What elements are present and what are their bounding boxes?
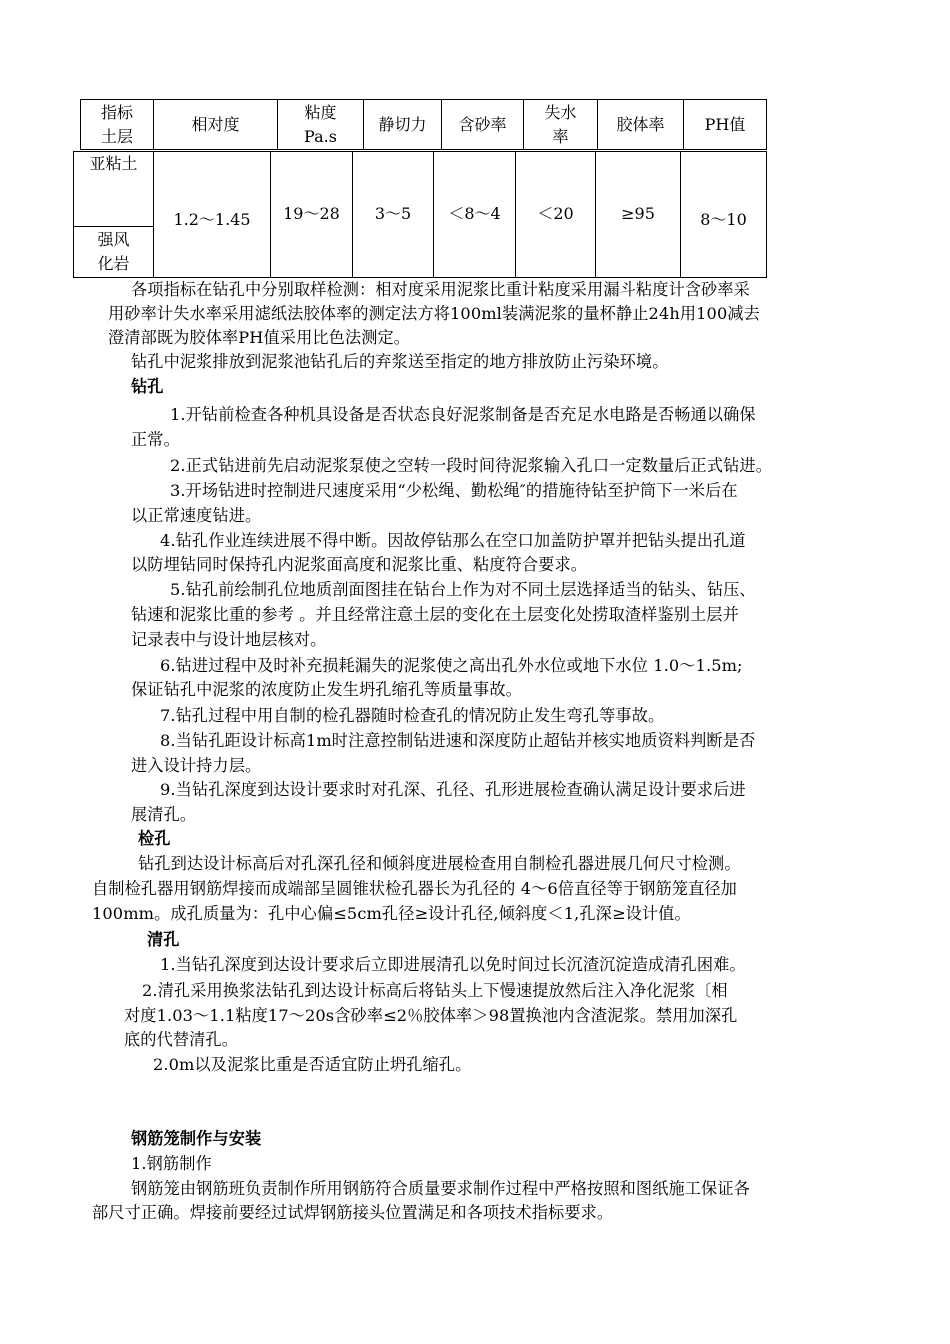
section-heading-drilling: 钻孔 (131, 377, 164, 396)
header-water-loss-2: 率 (552, 126, 569, 146)
value-viscosity (271, 202, 352, 226)
paragraph-line: 1.开钻前检查各种机具设备是否状态良好泥浆制备是否充足水电路是否畅通以确保 (170, 405, 756, 424)
paragraph-line: 7.钻孔过程中用自制的检孔器随时检查孔的情况防止发生弯孔等事故。 (160, 706, 665, 725)
soil-layer-label: 亚粘土 (89, 154, 138, 173)
paragraph-line: 6.钻进过程中及时补充损耗漏失的泥浆使之高出孔外水位或地下水位 1.0～1.5m; (160, 656, 743, 675)
value-static-shear (353, 202, 433, 226)
mud-index-table (0, 0, 950, 280)
paragraph-line: 底的代替清孔。 (124, 1030, 239, 1049)
table-header-cell (442, 100, 523, 149)
paragraph-line: 2.0m以及泥浆比重是否适宜防止坍孔缩孔。 (153, 1055, 472, 1074)
value-water-loss (516, 202, 595, 226)
header-colloid-rate: 胶体率 (616, 114, 665, 134)
header-viscosity-unit: Pa.s (304, 126, 337, 146)
value-sand-content (434, 202, 515, 226)
paragraph-line: 钻孔中泥浆排放到泥浆池钻孔后的弃浆送至指定的地方排放防止污染环境。 (131, 352, 669, 371)
paragraph-line: 展清孔。 (131, 805, 197, 824)
header-soil-label: 土层 (100, 126, 133, 146)
paragraph-line: 钻速和泥浆比重的参考 。并且经常注意土层的变化在土层变化处捞取渣样鉴别土层并 (131, 605, 739, 624)
soil-layer-label: 化岩 (97, 254, 130, 273)
header-viscosity: 粘度 (304, 102, 337, 122)
paragraph-line: 正常。 (131, 430, 180, 449)
paragraph-line: 1.钢筋制作 (131, 1154, 212, 1173)
header-relative-density: 相对度 (191, 114, 240, 134)
paragraph-line: 钢筋笼由钢筋班负责制作所用钢筋符合质量要求制作过程中严格按照和图纸施工保证各 (131, 1179, 750, 1198)
section-heading-hole-check: 检孔 (138, 829, 171, 848)
table-value: 19～28 (283, 204, 340, 223)
table-value: ＜8～4 (448, 204, 501, 223)
table-header-cell (524, 100, 597, 149)
paragraph-line: 钻孔到达设计标高后对孔深孔径和倾斜度进展检查用自制检孔器进展几何尺寸检测。 (138, 854, 741, 873)
header-static-shear: 静切力 (378, 114, 427, 134)
section-heading-hole-cleaning: 清孔 (147, 930, 180, 949)
paragraph-line: 部尺寸正确。焊接前要经过试焊钢筋接头位置满足和各项技术指标要求。 (92, 1203, 614, 1222)
paragraph-line: 对度1.03～1.1粘度17～20s含砂率≤2％胶体率＞98置换池内含渣泥浆。禁用加深孔 (124, 1006, 738, 1025)
paragraph-line: 澄清部既为胶体率PH值采用比色法测定。 (108, 328, 411, 347)
table-value: 3～5 (374, 204, 412, 223)
paragraph-line: 各项指标在钻孔中分别取样检测：相对度采用泥浆比重计粘度采用漏斗粘度计含砂率采 (131, 280, 750, 299)
value-relative-density (154, 208, 270, 232)
table-header-diagonal (81, 100, 153, 149)
section-heading-rebar-cage: 钢筋笼制作与安装 (131, 1129, 262, 1148)
paragraph-line: 自制检孔器用钢筋焊接而成端部呈圆锥状检孔器长为孔径的 4～6倍直径等于钢筋笼直径加 (92, 879, 737, 898)
header-water-loss: 失水 (544, 102, 577, 122)
header-sand-content: 含砂率 (458, 114, 507, 134)
value-ph (681, 208, 766, 232)
paragraph-line: 2.清孔采用换浆法钻孔到达设计标高后将钻头上下慢速提放然后注入净化泥浆〔相 (142, 981, 728, 1000)
table-header-cell (154, 100, 277, 149)
table-header-cell (364, 100, 441, 149)
value-colloid-rate (596, 202, 680, 226)
paragraph-line: 用砂率计失水率采用滤纸法胶体率的测定法方将100ml装满泥浆的量杯静止24h用100减去 (108, 304, 760, 323)
paragraph-line: 100mm。成孔质量为：孔中心偏≤5cm孔径≥设计孔径,倾斜度＜1,孔深≥设计值。 (92, 904, 691, 923)
paragraph-line: 4.钻孔作业连续进展不得中断。因故停钻那么在空口加盖防护罩并把钻头提出孔道 (160, 531, 746, 550)
paragraph-line: 以正常速度钻进。 (131, 506, 262, 525)
paragraph-line: 3.开场钻进时控制进尺速度采用“少松绳、勤松绳″的措施待钻至护筒下一米后在 (170, 481, 738, 500)
paragraph-line: 8.当钻孔距设计标高1m时注意控制钻进速和深度防止超钻并核实地质资料判断是否 (160, 731, 756, 750)
paragraph-line: 2.正式钻进前先启动泥浆泵使之空转一段时间待泥浆输入孔口一定数量后正式钻进。 (170, 456, 772, 475)
header-ph: PH值 (704, 114, 746, 134)
header-index-label: 指标 (100, 102, 133, 122)
table-value: 8～10 (700, 210, 747, 229)
table-header-cell (278, 100, 363, 149)
paragraph-line: 5.钻孔前绘制孔位地质剖面图挂在钻台上作为对不同土层选择适当的钻头、钻压、 (170, 580, 756, 599)
table-header-cell (598, 100, 683, 149)
soil-layer-weathered-rock (74, 227, 153, 277)
paragraph-line: 1.当钻孔深度到达设计要求后立即进展清孔以免时间过长沉渣沉淀造成清孔困难。 (160, 955, 746, 974)
paragraph-line: 9.当钻孔深度到达设计要求时对孔深、孔径、孔形进展检查确认满足设计要求后进 (160, 780, 746, 799)
table-value: ≥95 (621, 204, 655, 223)
table-value: 1.2～1.45 (173, 210, 251, 229)
soil-layer-label: 强风 (97, 230, 130, 249)
paragraph-line: 保证钻孔中泥浆的浓度防止发生坍孔缩孔等质量事故。 (131, 680, 522, 699)
soil-layer-clay (74, 152, 153, 176)
table-value: ＜20 (537, 204, 574, 223)
paragraph-line: 记录表中与设计地层核对。 (131, 630, 327, 649)
paragraph-line: 进入设计持力层。 (131, 756, 262, 775)
paragraph-line: 以防埋钻同时保持孔内泥浆面高度和泥浆比重、粘度符合要求。 (131, 555, 588, 574)
table-header-cell (684, 100, 766, 149)
